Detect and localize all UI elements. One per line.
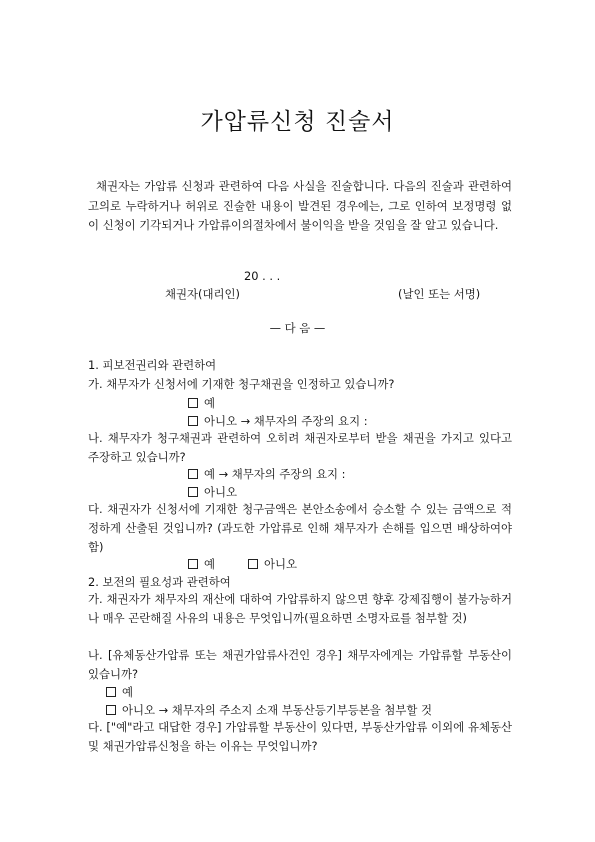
s2-na-no-option[interactable] <box>106 702 432 718</box>
s1-ga-no-option[interactable] <box>188 413 368 429</box>
option-label: 아니오 → 채무자의 주소지 소재 부동산등기부등본을 첨부할 것 <box>122 703 432 717</box>
option-label: 아니오 <box>204 485 238 499</box>
option-label: 예 → 채무자의 주장의 요지 : <box>204 467 346 481</box>
intro-paragraph: 채권자는 가압류 신청과 관련하여 다음 사실을 진술합니다. 다음의 진술과 관련하여 고의로 누락하거나 허위로 진술한 내용이 발견된 경우에는, 그로 인하여 보정명령 없이 신청이 기각되거나 가압류이의절차에서 불이익을 받을 것임을 잘 알고 있습니다. <box>88 179 512 232</box>
signer-label: 채권자(대리인) <box>165 287 240 301</box>
checkbox[interactable] <box>188 559 198 569</box>
s1-ga-yes-option[interactable] <box>188 395 215 411</box>
checkbox[interactable] <box>188 398 198 408</box>
checkbox[interactable] <box>106 705 116 715</box>
section-2-heading: 2. 보전의 필요성과 관련하여 <box>88 575 231 589</box>
s2-question-na: 나. [유체동산가압류 또는 채권가압류사건인 경우] 채무자에게는 가압류할 부동산이 있습니까? <box>88 648 512 681</box>
date-line: 20 . . . <box>244 269 281 283</box>
s1-da-yes-option[interactable] <box>188 556 215 572</box>
s2-question-ga: 가. 채권자가 채무자의 재산에 대하여 가압류하지 않으면 향후 강제집행이 불가능하거나 매우 곤란해질 사유의 내용은 무엇입니까(필요하면 소명자료를 첨부할 것) <box>88 592 512 625</box>
section-1-heading: 1. 피보전권리와 관련하여 <box>88 358 217 372</box>
option-label: 아니오 → 채무자의 주장의 요지 : <box>204 414 368 428</box>
document-title: 가압류신청 진술서 <box>200 109 395 135</box>
s1-question-ga: 가. 채무자가 신청서에 기재한 청구채권을 인정하고 있습니까? <box>88 377 395 391</box>
checkbox[interactable] <box>188 487 198 497</box>
option-label: 아니오 <box>264 557 298 571</box>
next-heading: — 다 음 — <box>269 321 326 335</box>
s2-question-da: 다. ["예"라고 대답한 경우] 가압류할 부동산이 있다면, 부동산가압류 이외에 유체동산 및 채권가압류신청을 하는 이유는 무엇입니까? <box>88 720 512 753</box>
checkbox[interactable] <box>188 416 198 426</box>
option-label: 예 <box>122 685 134 699</box>
s1-na-yes-option[interactable] <box>188 466 346 482</box>
s2-na-yes-option[interactable] <box>106 684 133 700</box>
s1-question-da: 다. 채권자가 신청서에 기재한 청구금액은 본안소송에서 승소할 수 있는 금액으로 적정하게 산출된 것입니까? (과도한 가압류로 인해 채무자가 손해를 입으면 배상하여야 함) <box>88 502 512 554</box>
checkbox[interactable] <box>248 559 258 569</box>
option-label: 예 <box>204 557 216 571</box>
option-label: 예 <box>204 396 216 410</box>
checkbox[interactable] <box>106 687 116 697</box>
s1-question-na: 나. 채무자가 청구채권과 관련하여 오히려 채권자로부터 받을 채권을 가지고 있다고 주장하고 있습니까? <box>88 431 512 464</box>
s1-na-no-option[interactable] <box>188 484 237 500</box>
checkbox[interactable] <box>188 469 198 479</box>
s1-da-no-option[interactable] <box>248 556 297 572</box>
seal-label: (날인 또는 서명) <box>398 287 481 301</box>
